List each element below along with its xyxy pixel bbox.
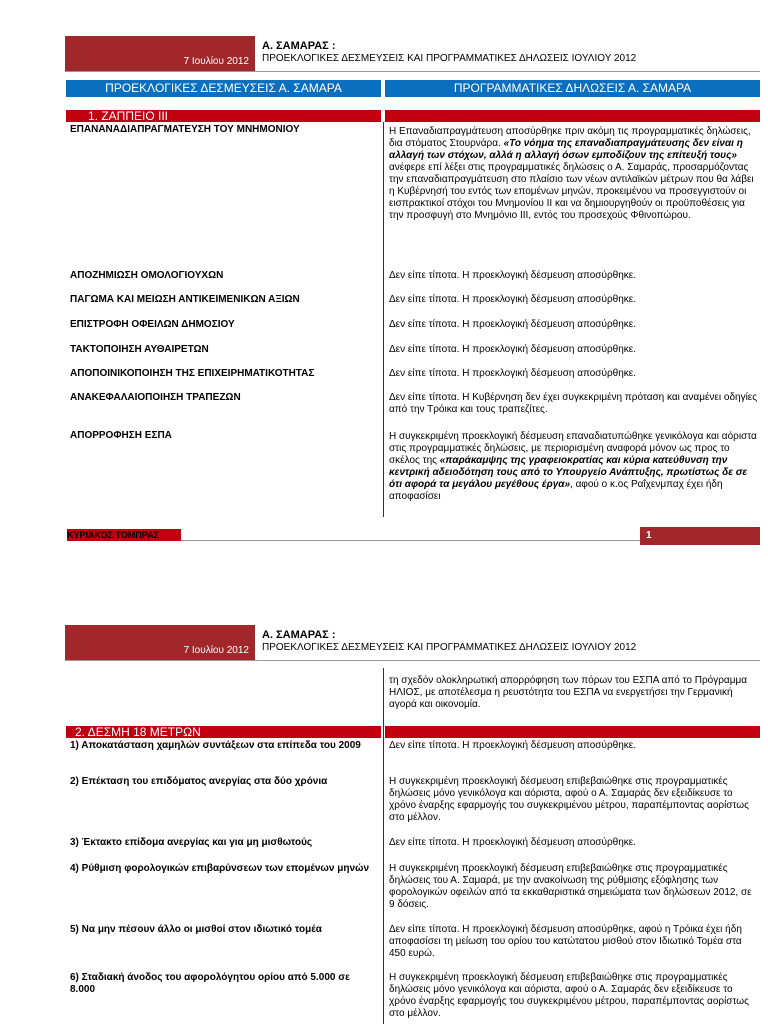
statement-text: Δεν είπε τίποτα. Η Κυβέρνηση δεν έχει συγκεκριμένη πρόταση και αναμένει οδηγίες από την Τρόικα και τους τραπεζίτες. (389, 392, 758, 415)
statement-quote: «Το νόημα της επαναδιαπραγμάτευσης δεν είναι η αλλαγή των στόχων, αλλά η αλλαγή όσων εμποδίζουν της επίτευξή τους» (389, 138, 743, 161)
statement-text-part: , αφού ο κ.ος Ραΐχενμπαχ έχει ήδη αποφασίσει (389, 479, 723, 502)
continuation-text: τη σχεδόν ολοκληρωτική απορρόφηση των πόρων του ΕΣΠΑ από το Πρόγραμμα ΗΛΙΟΣ, με αποτέλεσμα η ρευστότητα του ΕΣΠΑ να ενεργετήσει την Γερμανική αγορά και οικονομία. (389, 675, 748, 710)
column-divider (383, 122, 384, 517)
column-divider (383, 668, 384, 1024)
footer-author: ΚΥΡΙΑΚΟΣ ΤΟΜΠΡΑΣ (67, 529, 181, 541)
footer-rule (181, 540, 640, 541)
commitment-label: ΑΠΟΖΗΜΙΩΣΗ ΟΜΟΛΟΓΙΟΥΧΩΝ (70, 270, 224, 281)
header-name: Α. ΣΑΜΑΡΑΣ : (262, 40, 336, 52)
header-date: 7 Ιουλίου 2012 (183, 645, 249, 656)
header-name: Α. ΣΑΜΑΡΑΣ : (262, 629, 336, 641)
statement-text: Δεν είπε τίποτα. Η προεκλογική δέσμευση αποσύρθηκε. (389, 837, 636, 848)
statement-quote: «παράκαμψης της γραφειοκρατίας και κύρια κατεύθυνση την κεντρική αδειοδότηση τους από το Υπουργείο Ανάπτυξης, πρωτίστως δε σε ότι αφορά τα μεγάλου μεγέθους έργα» (389, 455, 748, 490)
statement-text: Δεν είπε τίποτα. Η προεκλογική δέσμευση αποσύρθηκε. (389, 319, 636, 330)
commitment-label: ΕΠΑΝΑΝΑΔΙΑΠΡΑΓΜΑΤΕΥΣΗ ΤΟΥ ΜΝΗΜΟΝΙΟΥ (70, 124, 300, 135)
statement-text: Δεν είπε τίποτα. Η προεκλογική δέσμευση αποσύρθηκε. (389, 344, 636, 355)
column-heading-right: ΠΡΟΓΡΑΜΜΑΤΙΚΕΣ ΔΗΛΩΣΕΙΣ Α. ΣΑΜΑΡΑ (385, 80, 760, 97)
header-rule (65, 660, 760, 661)
section-title: 2. ΔΕΣΜΗ 18 ΜΕΤΡΩΝ (75, 725, 201, 739)
header-date-block (65, 625, 255, 661)
measure-label: 4) Ρύθμιση φορολογικών επιβαρύνσεων των επομένων μηνών (70, 863, 370, 874)
statement-text: Δεν είπε τίποτα. Η προεκλογική δέσμευση αποσύρθηκε. (389, 368, 636, 379)
footer-page-block (640, 527, 760, 545)
statement-text: Η συγκεκριμένη προεκλογική δέσμευση επιβεβαιώθηκε στις προγραμματικές δηλώσεις μόνο γενικόλογα και αόριστα, αφού ο Α. Σαμαράς δεν εξειδίκευσε το χρόνο έναρξης εφαρμογής του συγκεκριμένου μέτρου, παραπέμποντας αορίστως στο μέλλον. (389, 972, 749, 1019)
statement-text: Δεν είπε τίποτα. Η προεκλογική δέσμευση αποσύρθηκε. (389, 740, 636, 751)
header-subtitle: ΠΡΟΕΚΛΟΓΙΚΕΣ ΔΕΣΜΕΥΣΕΙΣ ΚΑΙ ΠΡΟΓΡΑΜΜΑΤΙΚΕΣ ΔΗΛΩΣΕΙΣ ΙΟΥΛΙΟΥ 2012 (262, 53, 637, 64)
statement-text-part: ανέφερε επί λέξει στις προγραμματικές δηλώσεις ο Α. Σαμαράς, προσαρμόζοντας την επαναδιαπραγμάτευση στο πλαίσιο των νέων αντιλαϊκών μέτρων που θα λάβει η Κυβέρνησή του εντός των επομένων μηνών, προκειμένου να προσεγγιστούν οι εισπρακτικοί στόχοι του Μνημονίου ΙΙ και να δημιουργηθούν οι προϋποθέσεις για την προσφυγή στο Μνημόνιο ΙΙΙ, εντός του προσεχούς Φθινοπώρου. (389, 162, 754, 221)
header-rule (65, 71, 760, 72)
page-number: 1 (646, 530, 652, 541)
statement-text: Δεν είπε τίποτα. Η προεκλογική δέσμευση αποσύρθηκε. (389, 270, 636, 281)
header-date: 7 Ιουλίου 2012 (183, 56, 249, 67)
statement-text (389, 431, 759, 503)
measure-label: 2) Επέκταση του επιδόματος ανεργίας στα δύο χρόνια (70, 776, 328, 787)
commitment-label: ΑΝΑΚΕΦΑΛΑΙΟΠΟΙΗΣΗ ΤΡΑΠΕΖΩΝ (70, 392, 241, 403)
measure-label: 1) Αποκατάσταση χαμηλών συντάξεων στα επίπεδα του 2009 (70, 740, 361, 751)
statement-text-part: Η Επαναδιαπραγμάτευση αποσύρθηκε πριν ακόμη τις προγραμματικές δηλώσεις, δια στόματος Στουρνάρα. (389, 126, 751, 149)
page2-header (65, 625, 760, 661)
header-date-block (65, 36, 255, 72)
column-heading-left: ΠΡΟΕΚΛΟΓΙΚΕΣ ΔΕΣΜΕΥΣΕΙΣ Α. ΣΑΜΑΡΑ (66, 80, 381, 97)
commitment-label: ΕΠΙΣΤΡΟΦΗ ΟΦΕΙΛΩΝ ΔΗΜΟΣΙΟΥ (70, 319, 235, 330)
section-bar-right (385, 110, 760, 122)
commitment-label: ΑΠΟΠΟΙΝΙΚΟΠΟΙΗΣΗ ΤΗΣ ΕΠΙΧΕΙΡΗΜΑΤΙΚΟΤΗΤΑΣ (70, 368, 315, 379)
statement-text: Η συγκεκριμένη προεκλογική δέσμευση επιβεβαιώθηκε στις προγραμματικές δηλώσεις του Α. Σαμαρά, με την ανακοίνωση της ρύθμισης εξόφλησης των φορολογικών οφειλών από τα εκκαθαριστικά σημειώματα των δηλώσεων 2012, σε 9 δόσεις. (389, 863, 752, 910)
statement-text-part: Η συγκεκριμένη προεκλογική δέσμευση επαναδιατυπώθηκε γενικόλογα και αόριστα στις προγραμματικές δηλώσεις, με περιορισμένη αναφορά μόνον ως προς το σκέλος της (389, 431, 757, 466)
page1-header (65, 36, 760, 72)
statement-text: Δεν είπε τίποτα. Η προεκλογική δέσμευση αποσύρθηκε. (389, 294, 636, 305)
section-title: 1. ΖΑΠΠΕΙΟ ΙΙΙ (88, 109, 169, 123)
commitment-label: ΤΑΚΤΟΠΟΙΗΣΗ ΑΥΘΑΙΡΕΤΩΝ (70, 344, 209, 355)
commitment-label: ΑΠΟΡΡΟΦΗΣΗ ΕΣΠΑ (70, 430, 172, 441)
commitment-label: ΠΑΓΩΜΑ ΚΑΙ ΜΕΙΩΣΗ ΑΝΤΙΚΕΙΜΕΝΙΚΩΝ ΑΞΙΩΝ (70, 294, 300, 305)
statement-text: Η συγκεκριμένη προεκλογική δέσμευση επιβεβαιώθηκε στις προγραμματικές δηλώσεις μόνο γενικόλογα και αόριστα, αφού ο Α. Σαμαράς δεν εξειδίκευσε το χρόνο έναρξης εφαρμογής του συγκεκριμένου μέτρου, παραπέμποντας αορίστως στο μέλλον. (389, 776, 749, 823)
statement-text (389, 126, 759, 222)
measure-label: 3) Έκτακτο επίδομα ανεργίας και για μη μισθωτούς (70, 837, 313, 848)
section-bar-right (385, 726, 760, 738)
measure-label: 6) Σταδιακή άνοδος του αφορολόγητου ορίου από 5.000 σε 8.000 (70, 972, 350, 995)
header-subtitle: ΠΡΟΕΚΛΟΓΙΚΕΣ ΔΕΣΜΕΥΣΕΙΣ ΚΑΙ ΠΡΟΓΡΑΜΜΑΤΙΚΕΣ ΔΗΛΩΣΕΙΣ ΙΟΥΛΙΟΥ 2012 (262, 642, 637, 653)
statement-text: Δεν είπε τίποτα. Η προεκλογική δέσμευση αποσύρθηκε, αφού η Τρόικα έχει ήδη αποφασίσει τη μείωση του ορίου του κατώτατου μισθού στον Ιδιωτικό Τομέα στα 450 ευρώ. (389, 924, 742, 959)
measure-label: 5) Να μην πέσουν άλλο οι μισθοί στον ιδιωτικό τομέα (70, 924, 322, 935)
